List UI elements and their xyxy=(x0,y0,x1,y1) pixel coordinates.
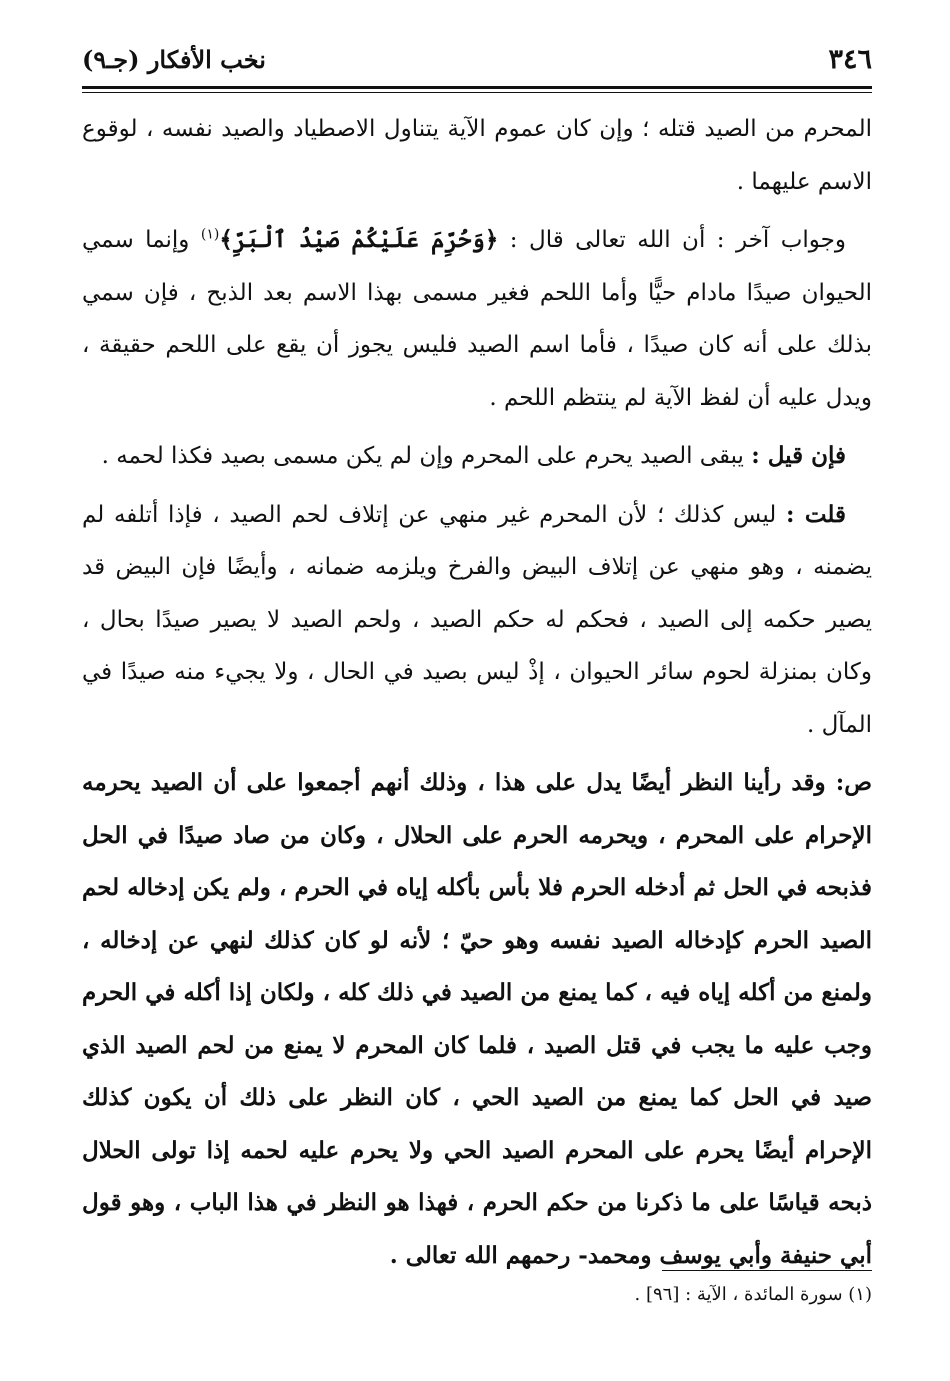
reply-label: قلت : xyxy=(785,500,847,528)
paragraph-2-lead: وجواب آخر : أن الله تعالى قال : xyxy=(509,227,846,253)
paragraph-3 xyxy=(82,430,872,483)
text-marker: ص: xyxy=(835,769,873,796)
footnote: (١) سورة المائدة ، الآية : [٩٦] . xyxy=(634,1284,872,1305)
paragraph-2 xyxy=(82,214,872,424)
paragraph-3-text: يبقى الصيد يحرم على المحرم وإن لم يكن مسمى بصيد فكذا لحمه . xyxy=(101,443,744,469)
footnote-rule xyxy=(662,1270,872,1271)
footnote-ref: (١) xyxy=(200,226,220,243)
page-number: ٣٤٦ xyxy=(828,44,872,75)
book-page xyxy=(82,40,872,1360)
quran-verse: ﴿وَحُرِّمَ عَلَيْكُمْ صَيْدُ ٱلْبَرِّ﴾ xyxy=(219,226,499,253)
paragraph-2-text: وإنما سمي الحيوان صيدًا مادام حيًّا وأما اللحم فغير مسمى بهذا الاسم بعد الذبح ، فإن سمي بذلك على أنه كان صيدًا ، فأما اسم الصيد فليس يجوز أن يقع على اللحم حقيقة ، ويدل عليه أن لفظ الآية لم ينتظم اللحم . xyxy=(82,227,872,411)
paragraph-5 xyxy=(82,757,872,1282)
body-text xyxy=(82,103,872,1282)
book-title: نخب الأفكار (جـ٩) xyxy=(82,45,266,74)
paragraph-5-text: وقد رأينا النظر أيضًا يدل على هذا ، وذلك أنهم أجمعوا على أن الصيد يحرمه الإحرام على المحرم ، ويحرمه الحرم على الحلال ، وكان من صاد صيدًا في الحل فذبحه في الحل ثم أدخله الحرم فلا بأس بأكله إياه في الحرم ، ولم يكن إدخاله لحم الصيد الحرم كإدخاله الصيد نفسه وهو حيّ ؛ لأنه لو كان كذلك لنهي عن إدخاله ، ولمنع من أكله إياه فيه ، كما يمنع من الصيد في ذلك كله ، ولكان إذا أكله في الحرم وجب عليه ما يجب في قتل الصيد ، فلما كان المحرم لا يمنع من لحم الصيد الذي صيد في الحل كما يمنع من الصيد الحي ، كان النظر على ذلك أن يكون كذلك الإحرام أيضًا يحرم على المحرم الصيد الحي ولا يحرم عليه لحمه إذا تولى الحلال ذبحه قياسًا على ما ذكرنا من حكم الحرم ، فهذا هو النظر في هذا الباب ، وهو قول أبي حنيفة وأبي يوسف ومحمد- رحمهم الله تعالى . xyxy=(82,769,872,1269)
paragraph-4-text: ليس كذلك ؛ لأن المحرم غير منهي عن إتلاف لحم الصيد ، فإذا أتلفه لم يضمنه ، وهو منهي عن إتلاف البيض والفرخ ويلزمه ضمانه ، وأيضًا فإن البيض قد يصير حكمه إلى الصيد ، فحكم له حكم الصيد ، ولحم الصيد لا يصير صيدًا بحال ، وكان بمنزلة لحوم سائر الحيوان ، إذْ ليس بصيد في الحال ، ولا يجيء منه صيدًا في المآل . xyxy=(82,501,872,738)
header-rule-thick xyxy=(82,86,872,89)
paragraph-1: المحرم من الصيد قتله ؛ وإن كان عموم الآية يتناول الاصطياد والصيد نفسه ، لوقوع الاسم عليهما . xyxy=(82,116,872,195)
objection-label: فإن قيل : xyxy=(751,442,846,469)
header-rule-thin xyxy=(82,92,872,93)
paragraph-4 xyxy=(82,489,872,752)
running-head xyxy=(82,40,872,82)
